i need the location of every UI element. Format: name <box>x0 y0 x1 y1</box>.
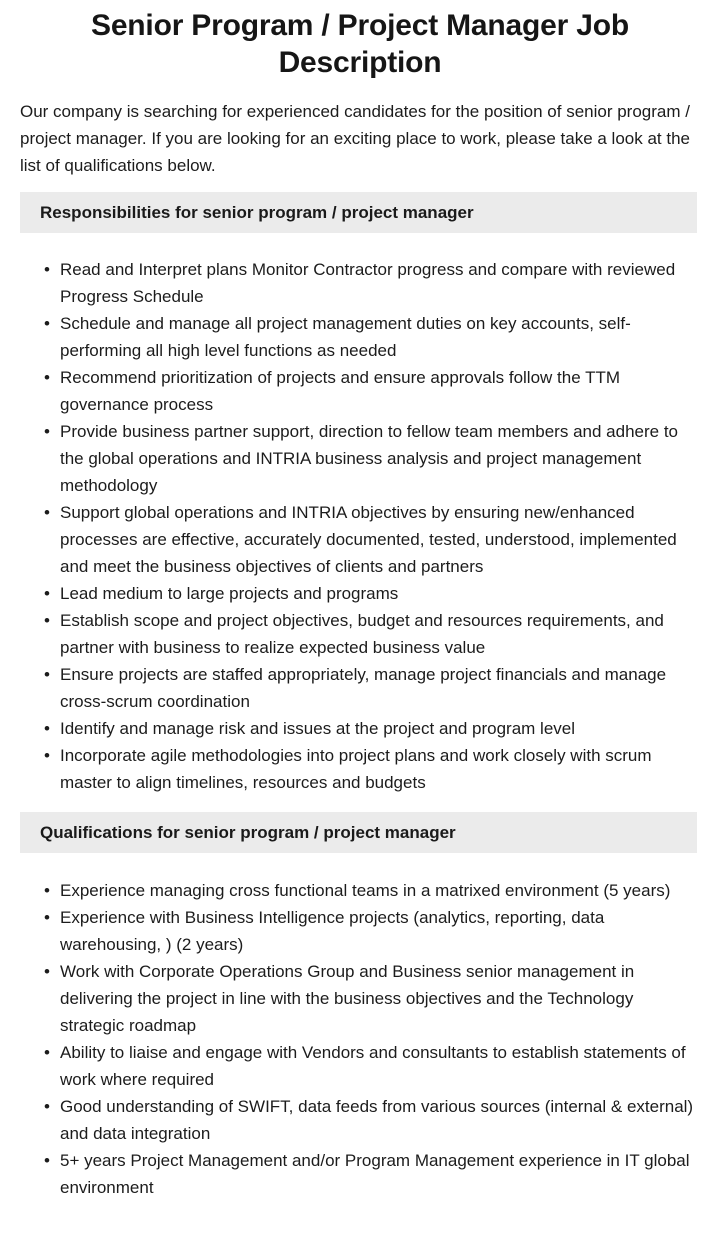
list-item: • Lead medium to large projects and programs <box>60 580 697 607</box>
list-item: • Schedule and manage all project management duties on key accounts, self-performing all high level functions as needed <box>60 310 697 364</box>
list-item: • Experience with Business Intelligence projects (analytics, reporting, data warehousing, ) (2 years) <box>60 904 697 958</box>
list-item: • Read and Interpret plans Monitor Contractor progress and compare with reviewed Progress Schedule <box>60 256 697 310</box>
list-item: • Establish scope and project objectives, budget and resources requirements, and partner with business to realize expected business value <box>60 607 697 661</box>
list-item: • Ensure projects are staffed appropriately, manage project financials and manage cross-scrum coordination <box>60 661 697 715</box>
section-heading-qualifications <box>20 812 697 853</box>
section-heading-qualifications-text: Qualifications for senior program / project manager <box>40 823 456 842</box>
list-item: • Incorporate agile methodologies into project plans and work closely with scrum master to align timelines, resources and budgets <box>60 742 697 796</box>
intro-paragraph: Our company is searching for experienced candidates for the position of senior program / project manager. If you are looking for an exciting place to work, please take a look at the list of qualifications below. <box>20 102 690 175</box>
section-heading-responsibilities-text: Responsibilities for senior program / project manager <box>40 203 474 222</box>
section-heading-responsibilities <box>20 192 697 233</box>
job-description-page <box>0 7 720 1260</box>
list-item: • Recommend prioritization of projects and ensure approvals follow the TTM governance process <box>60 364 697 418</box>
list-item: • Support global operations and INTRIA objectives by ensuring new/enhanced processes are effective, accurately documented, tested, understood, implemented and meet the business objectives of clients and partners <box>60 499 697 580</box>
list-item: • Work with Corporate Operations Group and Business senior management in delivering the project in line with the business objectives and the Technology strategic roadmap <box>60 958 697 1039</box>
list-item: • 5+ years Project Management and/or Program Management experience in IT global environment <box>60 1147 697 1201</box>
list-item: • Experience managing cross functional teams in a matrixed environment (5 years) <box>60 877 697 904</box>
list-item: • Provide business partner support, direction to fellow team members and adhere to the global operations and INTRIA business analysis and project management methodology <box>60 418 697 499</box>
list-item: • Identify and manage risk and issues at the project and program level <box>60 715 697 742</box>
responsibilities-list <box>20 256 697 796</box>
page-title: Senior Program / Project Manager Job Description <box>91 9 629 79</box>
list-item: • Good understanding of SWIFT, data feeds from various sources (internal & external) and data integration <box>60 1093 697 1147</box>
qualifications-list <box>20 877 697 1201</box>
list-item: • Ability to liaise and engage with Vendors and consultants to establish statements of work where required <box>60 1039 697 1093</box>
document-body <box>0 7 720 1201</box>
